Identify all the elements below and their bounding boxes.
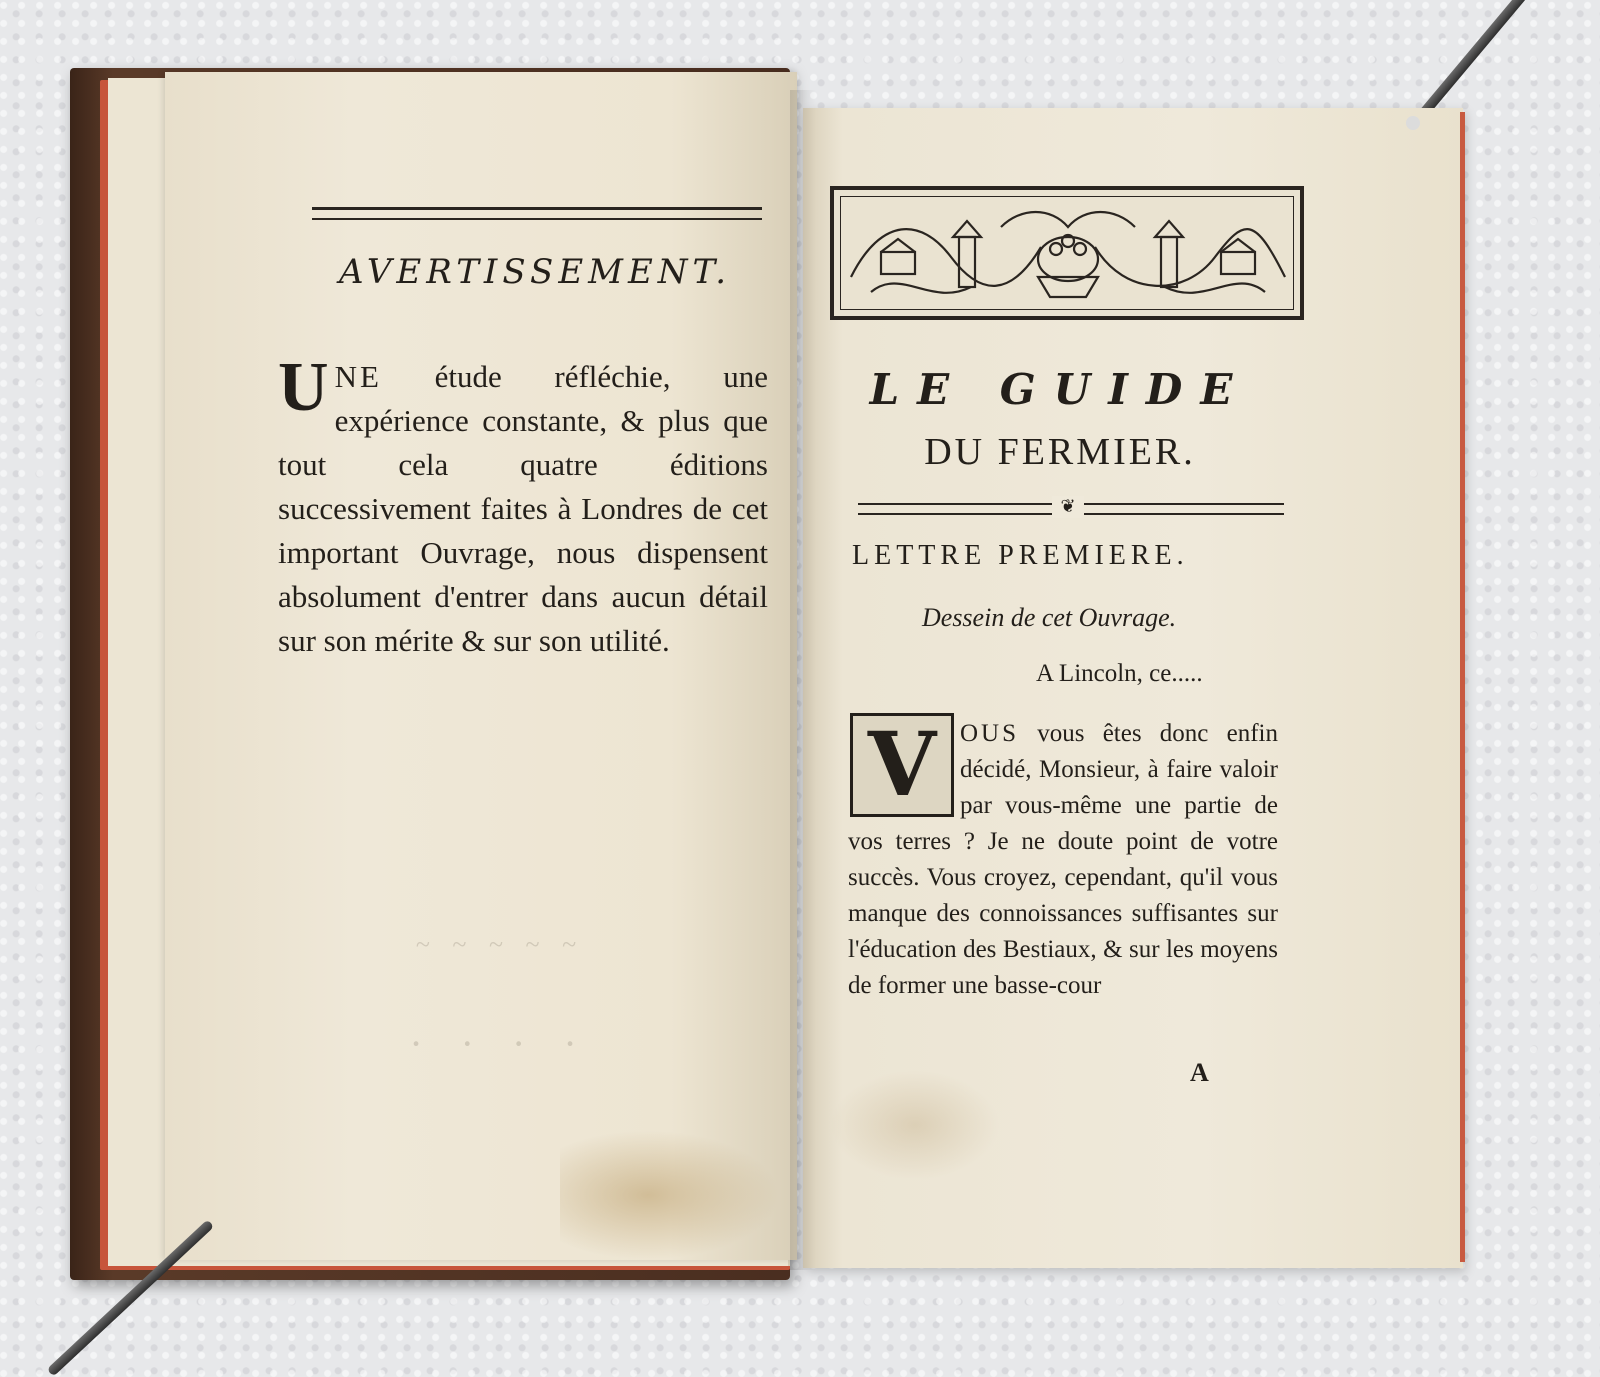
headpiece-engraving (841, 197, 1295, 311)
avertissement-text (278, 349, 768, 663)
section-heading: LETTRE PREMIERE. (852, 540, 1189, 571)
signature-mark: A (1190, 1058, 1209, 1087)
rod-tip (1406, 116, 1420, 130)
letter-text (848, 716, 1278, 1004)
gutter-shadow (790, 90, 816, 1270)
drop-cap: U (278, 349, 329, 426)
drop-cap-spacer (848, 716, 960, 820)
ornamental-headpiece (830, 186, 1304, 320)
ornamental-drop-cap: V (850, 713, 954, 817)
book-title-line1: LE GUIDE (869, 365, 1251, 414)
left-page (165, 72, 797, 1260)
small-caps: NE (334, 359, 382, 394)
show-through-text: · · · · (409, 1021, 591, 1066)
rule-ornament-icon: ❦ (1052, 496, 1084, 518)
foxing-stain-right (830, 1070, 1000, 1180)
show-through-text: ~ ~ ~ ~ ~ (415, 930, 585, 959)
small-caps: OUS (960, 720, 1020, 747)
right-red-edge (1460, 112, 1465, 1262)
page-heading: AVERTISSEMENT. (338, 252, 732, 292)
paragraph-text: vous êtes donc enfin décidé, Monsieur, à faire valoir par vous-même une partie de vos terres ? Je ne doute point de votre succès. Vous croyez, cependant, qu'il vous manque des connoissances suffisantes sur l'éducation des Bestiaux, & sur les moyens de former une basse-cour (848, 720, 1279, 999)
foxing-stain (560, 1130, 780, 1260)
book-title-line2: DU FERMIER. (924, 431, 1196, 473)
section-subtitle: Dessein de cet Ouvrage. (922, 603, 1177, 632)
headpiece-frame (840, 196, 1294, 310)
paragraph-text: étude réfléchie, une expérience constante, & plus que tout cela quatre éditions successivement faites à Londres de cet important Ouvrage, nous dispensent absolument d'entrer dans aucun détail sur son mérite & sur son utilité. (278, 359, 768, 658)
dateline: A Lincoln, ce..... (1036, 660, 1203, 687)
top-double-rule (312, 207, 762, 220)
